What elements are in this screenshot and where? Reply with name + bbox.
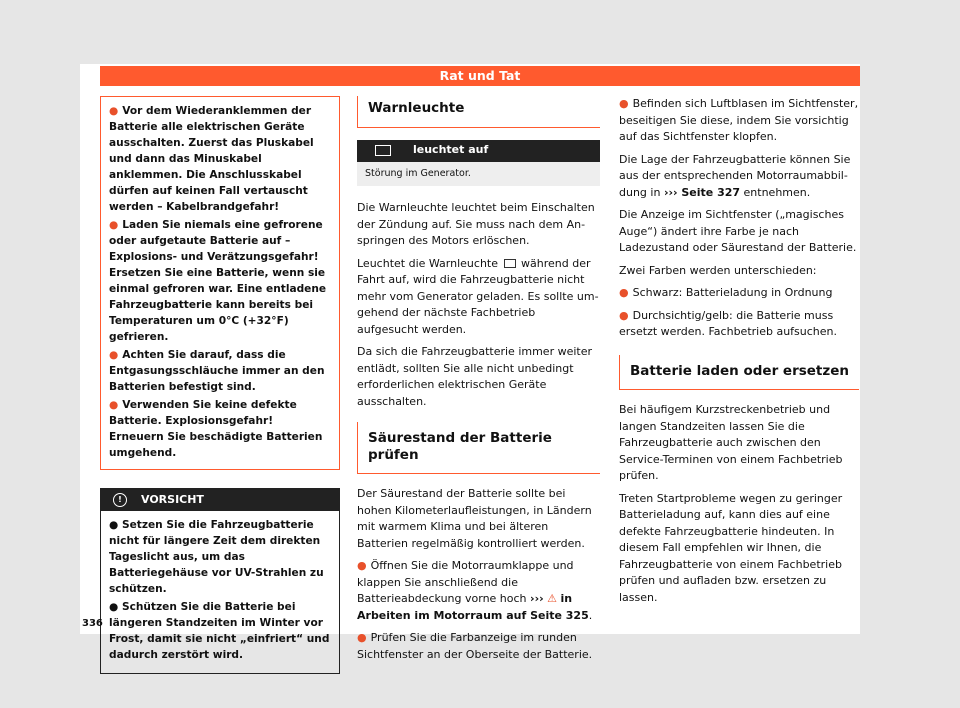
- battery-warning-icon: [375, 145, 391, 156]
- bullet-icon: ●: [357, 631, 367, 644]
- warning-triangle-icon: ⚠: [547, 592, 558, 605]
- bullet-icon: ●: [619, 308, 629, 322]
- caution-body: [101, 511, 339, 673]
- warning-item: ● Verwenden Sie keine defekte Batterie. Explosionsgefahr! Erneuern Sie beschädigte Batterien umgehend.: [109, 399, 323, 459]
- lamp-table-header: leuchtet auf: [357, 140, 600, 162]
- bullet-icon: ●: [109, 601, 122, 613]
- page-header: Rat und Tat: [100, 66, 860, 86]
- warning-item: ● Laden Sie niemals eine gefrorene oder aufgetaute Batterie auf – Explosions- und Verätzungsgefahr! Ersetzen Sie eine Batterie, wenn sie einmal gefroren war. Eine entladene Fahrzeugbatterie kann bereits bei Temperaturen um 0°C (+32°F) gefrieren.: [109, 219, 327, 343]
- bullet-icon: ●: [619, 97, 629, 110]
- paragraph: Die Anzeige im Sichtfenster („magisches Auge“) ändert ihre Farbe je nach Ladezustand oder Säurestand der Batterie.: [619, 208, 857, 254]
- bullet-icon: ●: [357, 559, 367, 572]
- list-item: ● Schwarz: Batterieladung in Ordnung: [619, 286, 833, 299]
- list-item: ● Prüfen Sie die Farbanzeige im runden Sichtfenster an der Oberseite der Batterie.: [357, 631, 593, 661]
- paragraph: Da sich die Fahrzeugbatterie immer weiter entlädt, sollten Sie alle nicht unbedingt erforderlichen elektrischen Geräte ausschalten.: [357, 345, 593, 408]
- paragraph: Treten Startprobleme wegen zu geringer Batterieladung auf, kann dies auf eine defekte Fahrzeugbatterie hindeuten. In diesem Fall empfehlen wir Ihnen, die Fahrzeugbatterie von einem Fachbetrieb prüfen und aufladen bzw. ersetzen zu lassen.: [619, 491, 843, 604]
- column-right: [619, 96, 859, 612]
- bullet-icon: ●: [109, 519, 122, 531]
- list-item: ● Durchsichtig/gelb: die Batterie muss ersetzt werden. Fachbetrieb aufsuchen.: [619, 308, 838, 338]
- page-number: 336: [82, 618, 103, 629]
- list-item: ● Befinden sich Luftblasen im Sichtfenster, beseitigen Sie diese, indem Sie vorsichtig auf das Sichtfenster klopfen.: [619, 97, 859, 143]
- bullet-icon: ●: [109, 349, 119, 361]
- info-circle-icon: !: [113, 493, 127, 507]
- column-middle: [357, 96, 600, 669]
- section-title-warnleuchte: Warnleuchte: [357, 96, 600, 128]
- list-item: ● Öffnen Sie die Motorraumklappe und klappen Sie anschließend die Batterieabdeckung vorne hoch ››› ⚠ in Arbeiten im Motorraum auf Seite 325.: [357, 559, 593, 622]
- column-left: [100, 96, 340, 674]
- bullet-icon: ●: [109, 105, 119, 117]
- paragraph: Bei häufigem Kurzstreckenbetrieb und langen Standzeiten lassen Sie die Fahrzeugbatterie auch zwischen den Service-Terminen von einem Fachbetrieb prüfen.: [619, 403, 843, 482]
- caution-box: [100, 488, 340, 674]
- lamp-description: Störung im Generator.: [357, 162, 600, 187]
- section-title-laden: Batterie laden oder ersetzen: [619, 355, 859, 391]
- caution-item: ● Schützen Sie die Batterie bei längeren Standzeiten im Winter vor Frost, damit sie nicht „einfriert“ und dadurch zerstört wird.: [109, 601, 330, 661]
- caution-item: ● Setzen Sie die Fahrzeugbatterie nicht für längere Zeit dem direkten Tageslicht aus, um das Batteriegehäuse vor UV-Strahlen zu schützen.: [109, 519, 324, 595]
- paragraph: Der Säurestand der Batterie sollte bei hohen Kilometerlaufleistungen, in Ländern mit warmem Klima und bei älteren Batterien regelmäßig kontrolliert werden.: [357, 487, 592, 550]
- bullet-icon: ●: [619, 286, 629, 299]
- paragraph: Leuchtet die Warnleuchte während der Fahrt auf, wird die Fahrzeugbatterie nicht mehr vom Generator geladen. Es sollte umgehend der nächste Fachbetrieb aufgesucht werden.: [357, 256, 599, 336]
- warning-box: [100, 96, 340, 470]
- paragraph: Zwei Farben werden unterschieden:: [619, 263, 817, 277]
- warning-item: ● Vor dem Wiederanklemmen der Batterie alle elektrischen Geräte ausschalten. Zuerst das Pluskabel und dann das Minuskabel anklemmen. Die Anschlusskabel dürfen auf keinen Fall vertauscht werden – Kabelbrandgefahr!: [109, 105, 314, 213]
- bullet-icon: ●: [109, 219, 119, 231]
- paragraph: Die Warnleuchte leuchtet beim Einschalten der Zündung auf. Sie muss nach dem Anspringen des Motors erlöschen.: [357, 201, 595, 247]
- section-title-saeurestand: Säurestand der Batterie prüfen: [357, 422, 600, 474]
- bullet-icon: ●: [109, 399, 119, 411]
- battery-icon: [504, 259, 516, 268]
- paragraph: Die Lage der Fahrzeugbatterie können Sie aus der entsprechenden Motorraumabbildung in ››› Seite 327 entnehmen.: [619, 152, 851, 199]
- warning-item: ● Achten Sie darauf, dass die Entgasungsschläuche immer an den Batterien befestigt sind.: [109, 349, 325, 393]
- page-reference-link[interactable]: in Arbeiten im Motorraum auf Seite 325: [357, 592, 589, 622]
- page-reference-link[interactable]: ››› Seite 327: [663, 185, 741, 199]
- caution-header: ! VORSICHT: [101, 489, 339, 511]
